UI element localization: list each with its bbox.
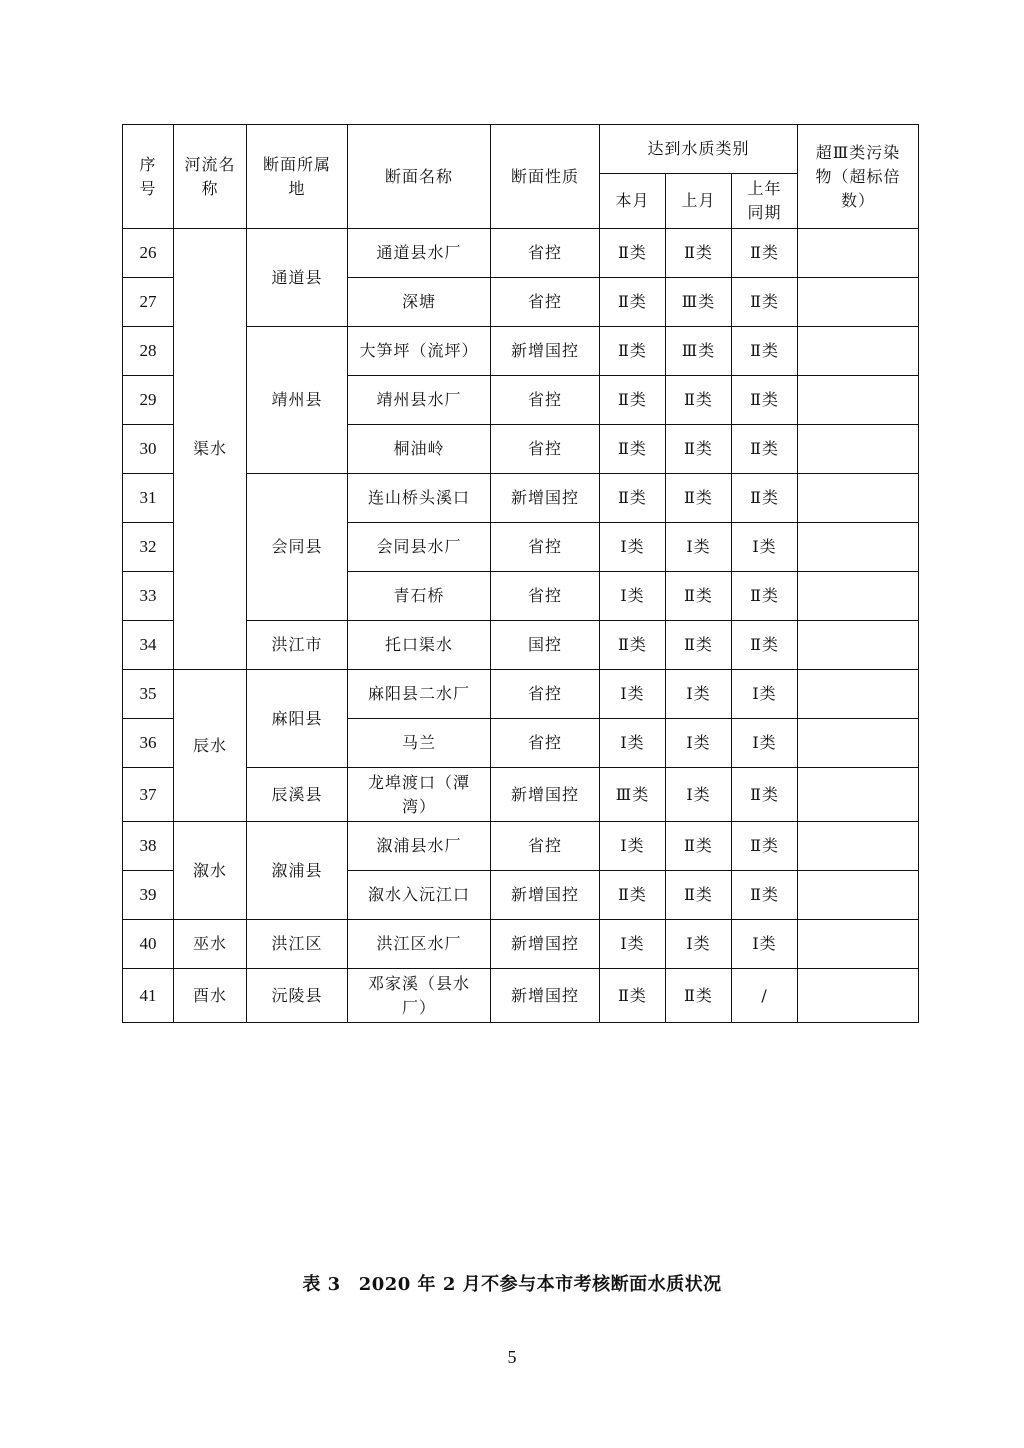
cell-pollutant xyxy=(798,822,919,871)
cell-section-name: 靖州县水厂 xyxy=(348,376,491,425)
cell-section-name: 青石桥 xyxy=(348,572,491,621)
cell-last-month: Ⅲ类 xyxy=(666,327,732,376)
cell-nature: 省控 xyxy=(491,229,600,278)
table-row xyxy=(123,822,919,871)
cell-river: 巫水 xyxy=(174,920,247,969)
cell-location: 靖州县 xyxy=(247,327,348,474)
cell-this-month: Ⅱ类 xyxy=(600,871,666,920)
table-row xyxy=(123,969,919,1023)
cell-this-month: Ⅱ类 xyxy=(600,621,666,670)
cell-this-month: Ⅰ类 xyxy=(600,523,666,572)
cell-this-month: Ⅱ类 xyxy=(600,425,666,474)
cell-section-name: 桐油岭 xyxy=(348,425,491,474)
cell-pollutant xyxy=(798,621,919,670)
cell-last-month: Ⅱ类 xyxy=(666,474,732,523)
cell-pollutant xyxy=(798,278,919,327)
cell-seq: 30 xyxy=(123,425,174,474)
cell-section-name: 溆水入沅江口 xyxy=(348,871,491,920)
header-pollutant: 超Ⅲ类污染 物（超标倍 数） xyxy=(798,125,919,229)
cell-section-name: 龙埠渡口（潭 湾） xyxy=(348,768,491,822)
cell-nature: 省控 xyxy=(491,376,600,425)
cell-section-name: 马兰 xyxy=(348,719,491,768)
cell-last-month: Ⅱ类 xyxy=(666,969,732,1023)
cell-pollutant xyxy=(798,523,919,572)
cell-this-month: Ⅱ类 xyxy=(600,327,666,376)
cell-pollutant xyxy=(798,229,919,278)
cell-section-name: 通道县水厂 xyxy=(348,229,491,278)
cell-seq: 40 xyxy=(123,920,174,969)
cell-location: 洪江区 xyxy=(247,920,348,969)
cell-last-month: Ⅱ类 xyxy=(666,822,732,871)
cell-nature: 国控 xyxy=(491,621,600,670)
cell-location: 溆浦县 xyxy=(247,822,348,920)
cell-nature: 新增国控 xyxy=(491,327,600,376)
cell-nature: 省控 xyxy=(491,719,600,768)
cell-seq: 41 xyxy=(123,969,174,1023)
header-nature: 断面性质 xyxy=(491,125,600,229)
cell-pollutant xyxy=(798,425,919,474)
cell-last-month: Ⅱ类 xyxy=(666,376,732,425)
cell-section-name: 麻阳县二水厂 xyxy=(348,670,491,719)
cell-last-year: Ⅱ类 xyxy=(732,768,798,822)
cell-section-name: 邓家溪（县水 厂） xyxy=(348,969,491,1023)
cell-seq: 26 xyxy=(123,229,174,278)
cell-last-year: Ⅰ类 xyxy=(732,920,798,969)
cell-last-year: Ⅱ类 xyxy=(732,621,798,670)
cell-river: 辰水 xyxy=(174,670,247,822)
cell-last-month: Ⅰ类 xyxy=(666,768,732,822)
cell-pollutant xyxy=(798,920,919,969)
header-river: 河流名 称 xyxy=(174,125,247,229)
cell-seq: 39 xyxy=(123,871,174,920)
cell-last-year: Ⅱ类 xyxy=(732,229,798,278)
cell-pollutant xyxy=(798,871,919,920)
cell-pollutant xyxy=(798,719,919,768)
page-number: 5 xyxy=(507,1347,517,1367)
cell-pollutant xyxy=(798,474,919,523)
cell-seq: 27 xyxy=(123,278,174,327)
cell-last-year: Ⅱ类 xyxy=(732,425,798,474)
cell-river: 酉水 xyxy=(174,969,247,1023)
cell-pollutant xyxy=(798,376,919,425)
water-quality-table xyxy=(122,124,919,1023)
cell-location: 洪江市 xyxy=(247,621,348,670)
cell-location: 会同县 xyxy=(247,474,348,621)
cell-last-month: Ⅱ类 xyxy=(666,425,732,474)
cell-this-month: Ⅰ类 xyxy=(600,572,666,621)
table-row xyxy=(123,229,919,278)
cell-last-month: Ⅰ类 xyxy=(666,523,732,572)
cell-nature: 新增国控 xyxy=(491,474,600,523)
cell-this-month: Ⅱ类 xyxy=(600,376,666,425)
cell-last-year: Ⅱ类 xyxy=(732,278,798,327)
header-this-month: 本月 xyxy=(600,174,666,229)
cell-seq: 34 xyxy=(123,621,174,670)
cell-last-month: Ⅰ类 xyxy=(666,670,732,719)
cell-location: 辰溪县 xyxy=(247,768,348,822)
cell-location: 通道县 xyxy=(247,229,348,327)
cell-last-month: Ⅱ类 xyxy=(666,621,732,670)
cell-location: 麻阳县 xyxy=(247,670,348,768)
header-last-month: 上月 xyxy=(666,174,732,229)
cell-seq: 32 xyxy=(123,523,174,572)
cell-pollutant xyxy=(798,768,919,822)
cell-seq: 28 xyxy=(123,327,174,376)
cell-nature: 新增国控 xyxy=(491,969,600,1023)
cell-nature: 新增国控 xyxy=(491,920,600,969)
cell-last-month: Ⅱ类 xyxy=(666,572,732,621)
header-last-year: 上年 同期 xyxy=(732,174,798,229)
cell-seq: 37 xyxy=(123,768,174,822)
cell-this-month: Ⅰ类 xyxy=(600,719,666,768)
cell-this-month: Ⅰ类 xyxy=(600,920,666,969)
cell-section-name: 会同县水厂 xyxy=(348,523,491,572)
cell-seq: 33 xyxy=(123,572,174,621)
cell-section-name: 大笋坪（流坪） xyxy=(348,327,491,376)
cell-nature: 新增国控 xyxy=(491,768,600,822)
cell-section-name: 连山桥头溪口 xyxy=(348,474,491,523)
cell-river: 渠水 xyxy=(174,229,247,670)
cell-section-name: 深塘 xyxy=(348,278,491,327)
cell-last-month: Ⅲ类 xyxy=(666,278,732,327)
cell-pollutant xyxy=(798,969,919,1023)
cell-pollutant xyxy=(798,670,919,719)
cell-nature: 新增国控 xyxy=(491,871,600,920)
cell-last-year: Ⅰ类 xyxy=(732,523,798,572)
cell-seq: 29 xyxy=(123,376,174,425)
header-location: 断面所属 地 xyxy=(247,125,348,229)
cell-last-month: Ⅰ类 xyxy=(666,920,732,969)
cell-last-year: / xyxy=(732,969,798,1023)
cell-this-month: Ⅱ类 xyxy=(600,969,666,1023)
cell-last-year: Ⅱ类 xyxy=(732,822,798,871)
cell-this-month: Ⅱ类 xyxy=(600,229,666,278)
caption-label: 表 3 xyxy=(302,1274,341,1295)
cell-last-year: Ⅱ类 xyxy=(732,376,798,425)
cell-last-month: Ⅱ类 xyxy=(666,229,732,278)
table-row xyxy=(123,670,919,719)
cell-last-month: Ⅱ类 xyxy=(666,871,732,920)
cell-seq: 38 xyxy=(123,822,174,871)
cell-seq: 31 xyxy=(123,474,174,523)
cell-pollutant xyxy=(798,327,919,376)
cell-nature: 省控 xyxy=(491,572,600,621)
cell-this-month: Ⅱ类 xyxy=(600,474,666,523)
cell-location: 沅陵县 xyxy=(247,969,348,1023)
header-quality-group: 达到水质类别 xyxy=(600,125,798,174)
cell-seq: 35 xyxy=(123,670,174,719)
cell-section-name: 溆浦县水厂 xyxy=(348,822,491,871)
header-seq: 序 号 xyxy=(123,125,174,229)
cell-section-name: 托口渠水 xyxy=(348,621,491,670)
cell-last-year: Ⅱ类 xyxy=(732,871,798,920)
caption-text: 2020 年 2 月不参与本市考核断面水质状况 xyxy=(358,1274,722,1295)
cell-last-year: Ⅱ类 xyxy=(732,327,798,376)
cell-last-year: Ⅰ类 xyxy=(732,719,798,768)
cell-this-month: Ⅲ类 xyxy=(600,768,666,822)
cell-nature: 省控 xyxy=(491,822,600,871)
cell-last-year: Ⅱ类 xyxy=(732,474,798,523)
cell-nature: 省控 xyxy=(491,278,600,327)
cell-river: 溆水 xyxy=(174,822,247,920)
cell-nature: 省控 xyxy=(491,523,600,572)
cell-seq: 36 xyxy=(123,719,174,768)
cell-last-year: Ⅰ类 xyxy=(732,670,798,719)
cell-pollutant xyxy=(798,572,919,621)
cell-nature: 省控 xyxy=(491,425,600,474)
cell-last-year: Ⅱ类 xyxy=(732,572,798,621)
cell-last-month: Ⅰ类 xyxy=(666,719,732,768)
cell-this-month: Ⅱ类 xyxy=(600,278,666,327)
cell-this-month: Ⅰ类 xyxy=(600,670,666,719)
table-caption xyxy=(0,1270,1024,1296)
cell-nature: 省控 xyxy=(491,670,600,719)
cell-this-month: Ⅰ类 xyxy=(600,822,666,871)
table-row xyxy=(123,920,919,969)
header-section-name: 断面名称 xyxy=(348,125,491,229)
cell-section-name: 洪江区水厂 xyxy=(348,920,491,969)
